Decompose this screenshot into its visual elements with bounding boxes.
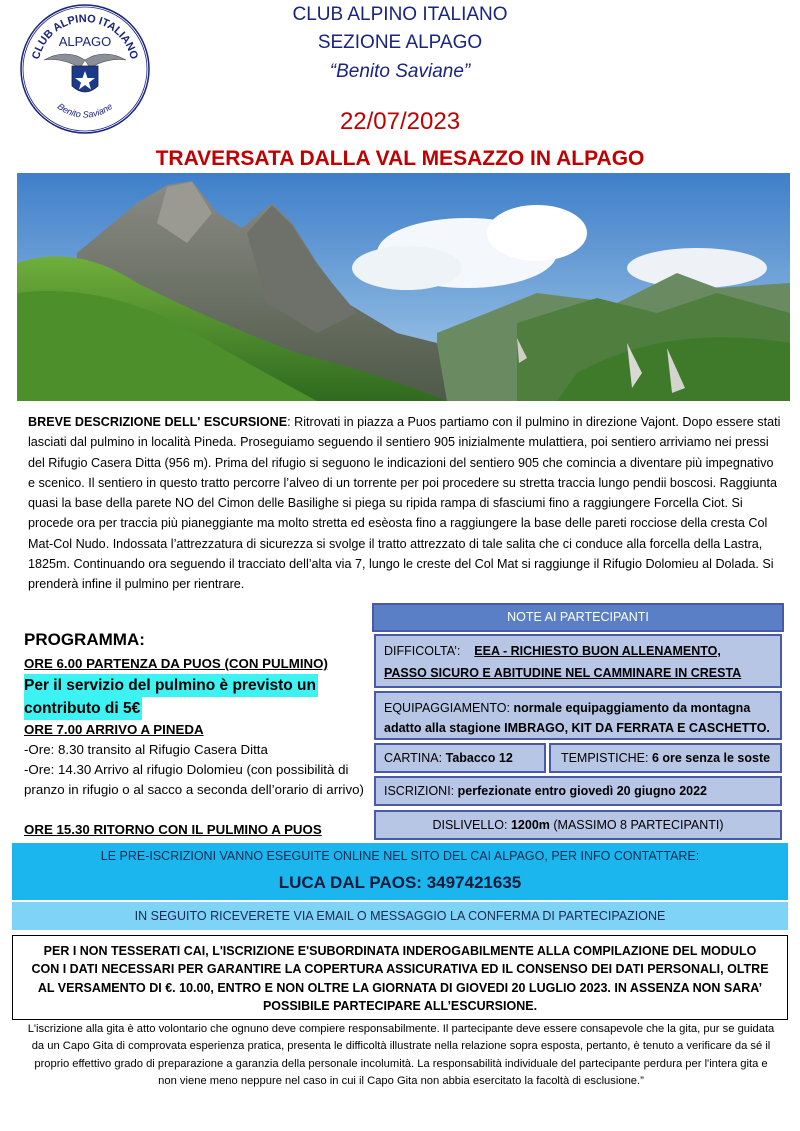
map-label: CARTINA:	[384, 751, 443, 765]
timing-box	[549, 743, 782, 773]
logo-ring-text: CLUB ALPINO ITALIANO	[30, 12, 140, 61]
event-title: TRAVERSATA DALLA VAL MESAZZO IN ALPAGO	[155, 147, 645, 170]
bus-fee-line-2: contributo di 5€	[24, 697, 142, 720]
elevation-box	[374, 810, 782, 840]
mountain-photo	[17, 173, 790, 401]
preregistration-text: LE PRE-ISCRIZIONI VANNO ESEGUITE ONLINE NEL SITO DEL CAI ALPAGO, PER INFO CONTATTARE:	[100, 849, 700, 863]
contact-person: LUCA DAL PAOS: 3497421635	[278, 873, 522, 892]
logo-bottom-text: Benito Saviane	[55, 101, 115, 120]
description-label: BREVE DESCRIZIONE DELL' ESCURSIONE	[28, 415, 288, 429]
confirmation-text: IN SEGUITO RICEVERETE VIA EMAIL O MESSAGGIO LA CONFERMA DI PARTECIPAZIONE	[12, 902, 788, 930]
contact-band	[12, 843, 788, 900]
excursion-description	[28, 412, 784, 595]
equipment-value: normale equipaggiamento da montagna adatto alla stagione IMBRAGO, KIT DA FERRATA E CASCHETTO.	[384, 701, 770, 735]
program-bus-fee	[24, 674, 318, 720]
timing-label: TEMPISTICHE:	[560, 751, 649, 765]
equipment-box	[374, 691, 782, 740]
elevation-note: (MASSIMO 8 PARTECIPANTI)	[553, 818, 724, 832]
non-member-warning: PER I NON TESSERATI CAI, L'ISCRIZIONE E'SUBORDINATA INDEROGABILMENTE ALLA COMPILAZIONE DEL MODULO CON I DATI NECESSARI PER GARANTIRE LA COPERTURA ASSICURATIVA ED IL CONSENSO DEI DATI PERSONALI, OLTRE AL VERSAMENTO DI €. 10.00, ENTRO E NON OLTRE LA GIORNATA DI GIOVEDI 20 LUGLIO 2023. IN ASSENZA NON SARA’ POSSIBILE PARTECIPARE ALL’ESCURSIONE.	[12, 935, 788, 1020]
registration-label: ISCRIZIONI:	[384, 784, 455, 798]
event-date: 22/07/2023	[339, 108, 461, 135]
registration-box	[374, 776, 782, 806]
elevation-value: 1200m	[510, 818, 550, 832]
logo-center-text: ALPAGO	[58, 34, 112, 49]
equipment-label: EQUIPAGGIAMENTO:	[384, 701, 510, 715]
map-box	[374, 743, 546, 773]
registration-value: perfezionate entro giovedì 20 giugno 2022	[457, 784, 707, 798]
cai-logo	[18, 2, 152, 136]
club-name: CLUB ALPINO ITALIANO	[292, 4, 508, 25]
difficulty-box	[374, 634, 782, 688]
bus-fee-line-1: Per il servizio del pulmino è previsto un	[24, 674, 318, 697]
description-text: : Ritrovati in piazza a Puos partiamo con il pulmino in direzione Vajont. Dopo essere stati lasciati dal pulmino in località Pineda. Proseguiamo seguendo il sentiero 905 inizialmente mulattiera, poi sentiero arriviamo nei pressi del Rifugio Casera Ditta (956 m). Prima del rifugio si seguono le indicazioni del sentiero 905 che comincia a diventare più impegnativo e scenico. Il sentiero in questo tratto percorre l’alveo di un torrente per poi procedere su stretta traccia lungo pendii boscosi. Raggiunta quasi la base della parete NO del Cimon delle Basilighe si piega su ripida rampa di sfasciumi fino a raggiungere Forcella Ciot. Si procede ora per traccia più pianeggiante ma molto stretta ed esèosta fino a raggiungere la base delle pareti rocciose della cresta Col Mat-Col Nudo. Indossata l’attrezzatura di sicurezza si svolge il tratto attrezzato di tale salita che ci conduce alla forcella della Lastra, 1825m. Continuando ora seguendo il tracciato dell’alta via 7, lungo le creste del Col Mat si raggiunge il Rifugio Dolomieu al Dolada. Si prenderà infine il pulmino per rientrare.	[28, 415, 781, 592]
timing-value: 6 ore senza le soste	[651, 751, 771, 765]
difficulty-value-2: PASSO SICURO E ABITUDINE NEL CAMMINARE IN CRESTA	[384, 666, 742, 680]
program-transit-ditta: -Ore: 8.30 transito al Rifugio Casera Ditta	[24, 742, 268, 757]
difficulty-label: DIFFICOLTA’:	[384, 644, 461, 658]
program-arrival-dolomieu: -Ore: 14.30 Arrivo al rifugio Dolomieu (con possibilità di pranzo in rifugio o al sacco a seconda dell’orario di arrivo)	[24, 762, 364, 797]
section-dedication: “Benito Saviane”	[329, 61, 471, 82]
program-arrival-pineda: ORE 7.00 ARRIVO A PINEDA	[24, 722, 204, 737]
program-return: ORE 15.30 RITORNO CON IL PULMINO A PUOS	[24, 822, 322, 837]
map-value: Tabacco 12	[445, 751, 513, 765]
elevation-label: DISLIVELLO:	[432, 818, 508, 832]
difficulty-value-1: EEA - RICHIESTO BUON ALLENAMENTO,	[474, 644, 721, 658]
notes-header: NOTE AI PARTECIPANTI	[372, 603, 784, 632]
section-name: SEZIONE ALPAGO	[317, 32, 483, 53]
program-title: PROGRAMMA:	[24, 630, 145, 649]
program-departure: ORE 6.00 PARTENZA DA PUOS (CON PULMINO)	[24, 656, 328, 671]
liability-disclaimer: L'iscrizione alla gita è atto volontario che ognuno deve compiere responsabilmente. Il partecipante deve essere consapevole che la gita, pur se guidata da un Capo Gita di comprovata esperienza pratica, presenta le difficoltà illustrate nella relazione sopra esposta, pertanto, è tenuto a verificare da sé il proprio effettivo grado di preparazione a garanzia della personale incolumità. La responsabilità individuale del partecipante perdura per l'intera gita e non viene meno neppure nel caso in cui il Capo Gita non abbia esercitato la facoltà di esclusione.”	[27, 1023, 775, 1088]
